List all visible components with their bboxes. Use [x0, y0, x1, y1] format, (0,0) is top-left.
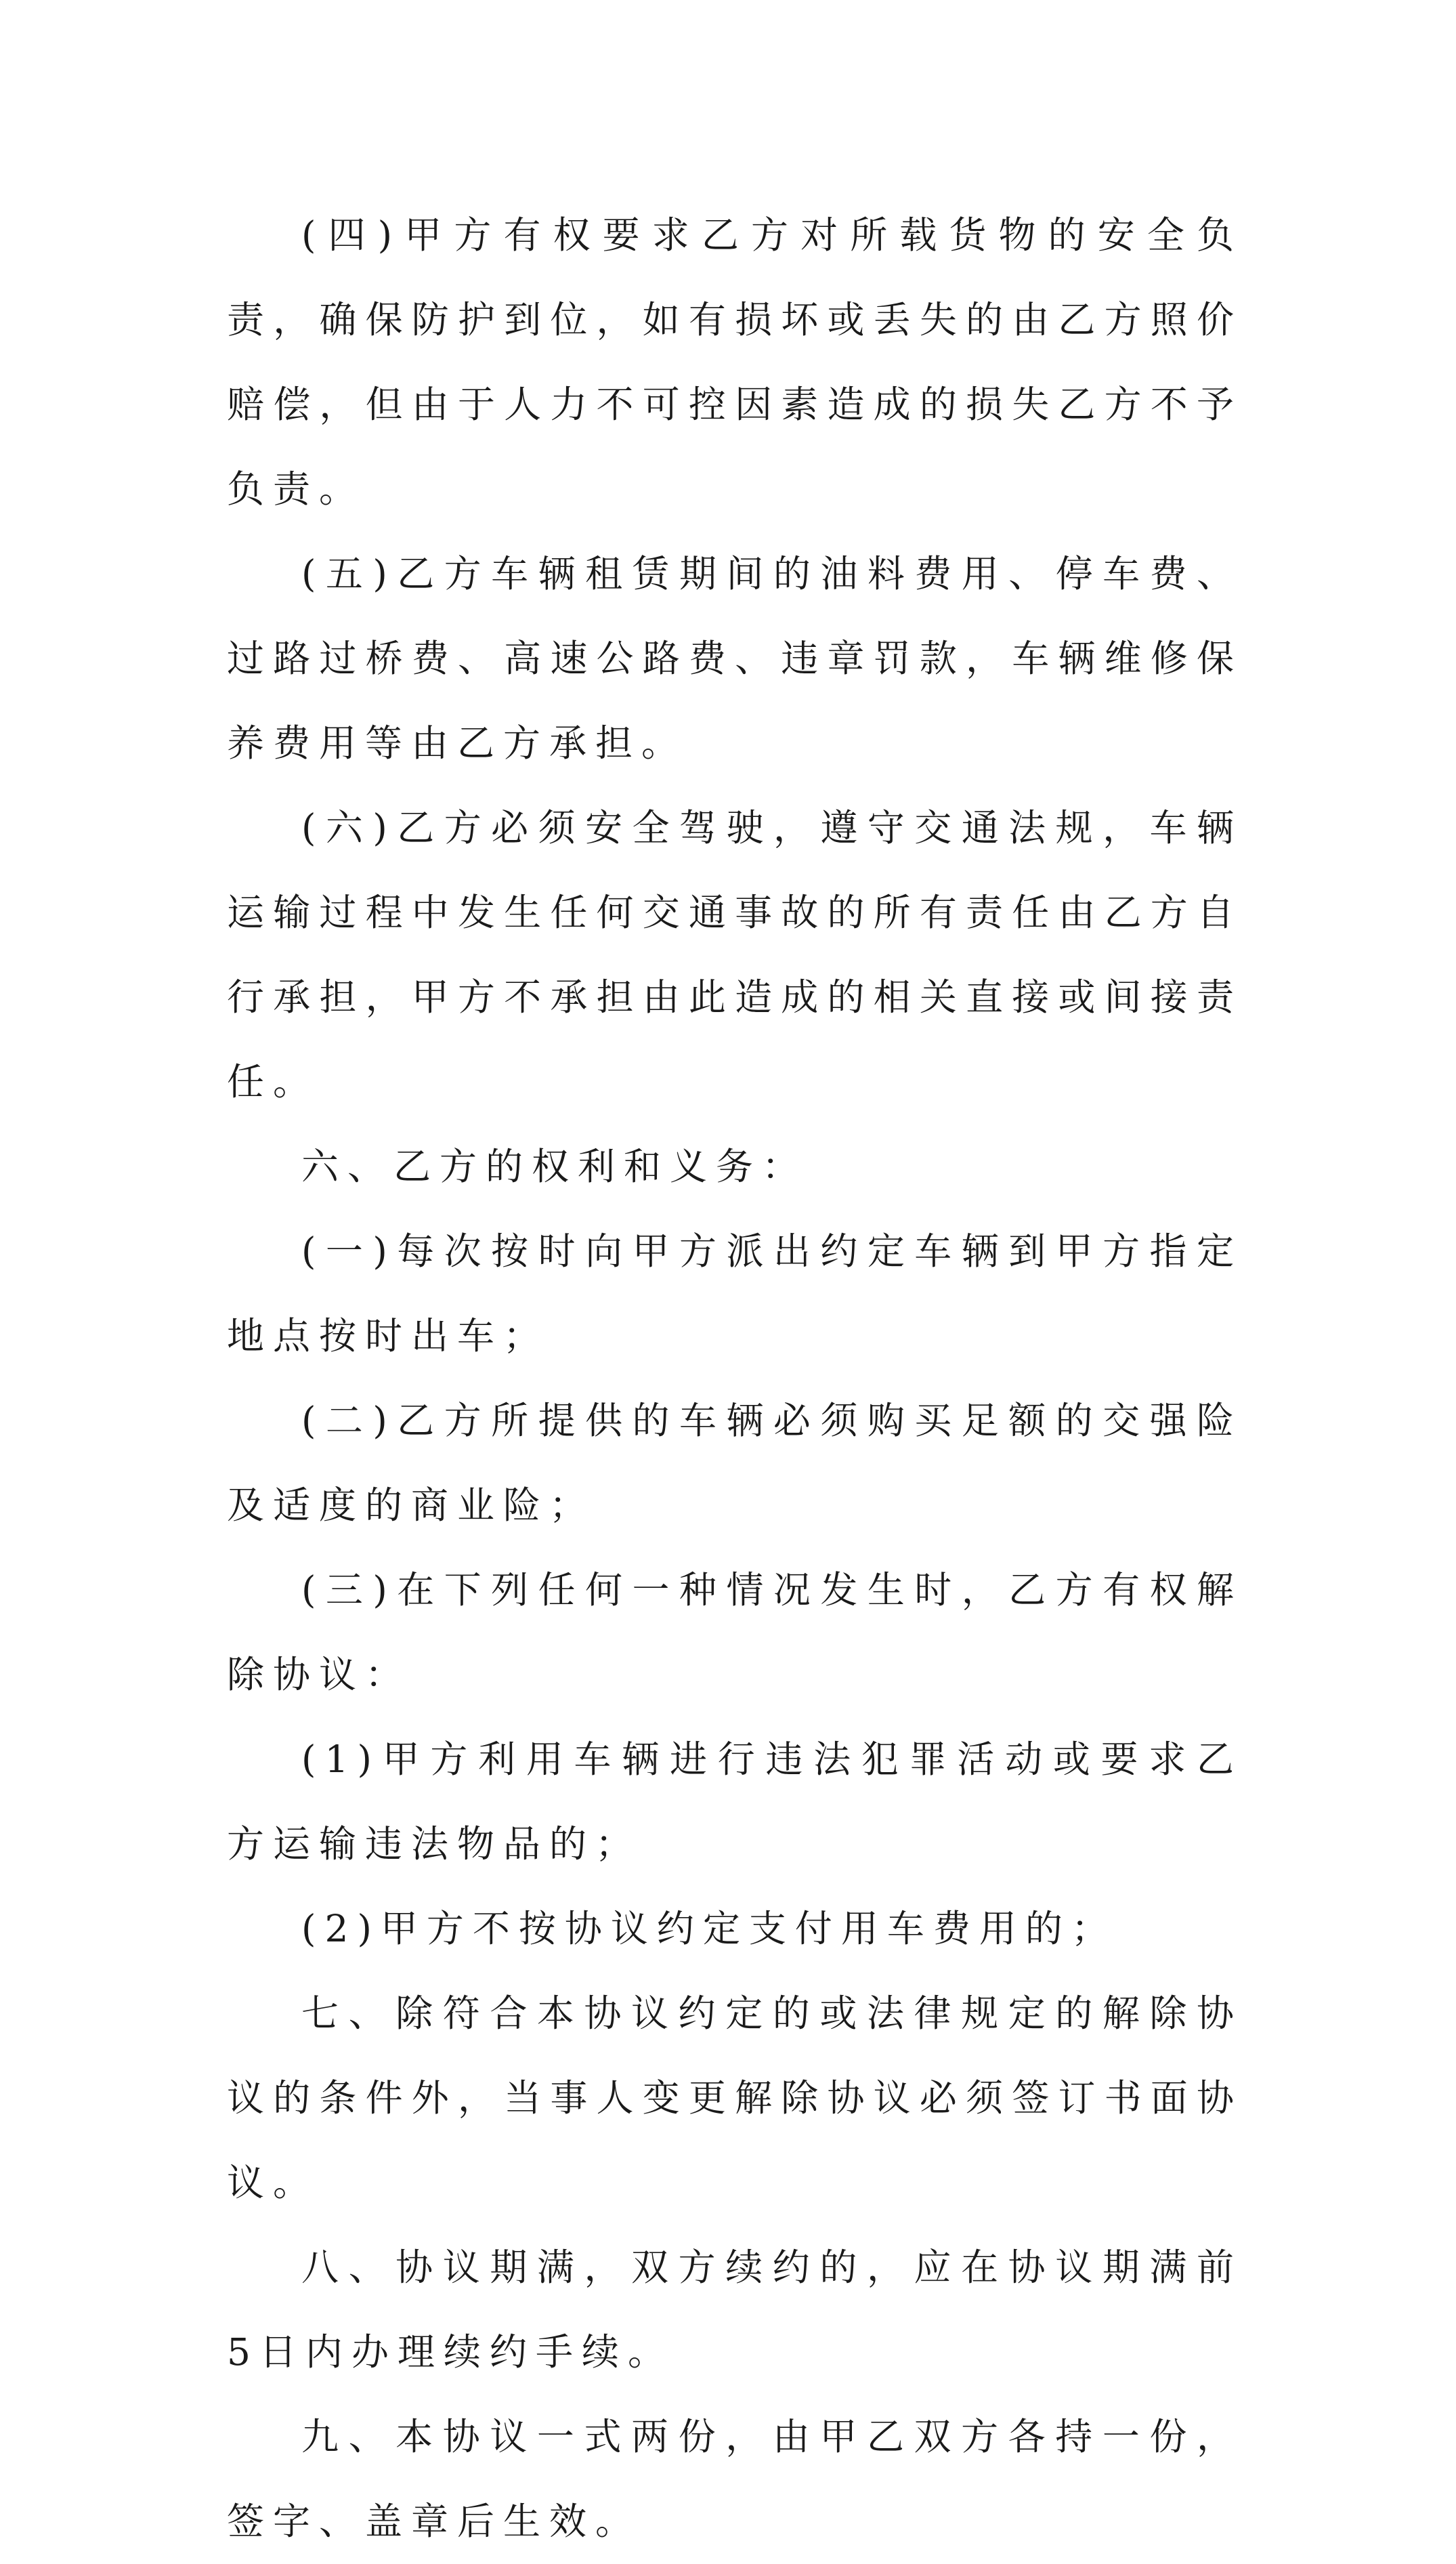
- paragraph-b1-dispatch: (一)每次按时向甲方派出约定车辆到甲方指定地点按时出车；: [227, 1230, 1243, 1358]
- section-6-party-b-rights-heading: 六、乙方的权利和义务：: [301, 1145, 809, 1188]
- paragraph-item-1-illegal-use: (1)甲方利用车辆进行违法犯罪活动或要求乙方运输违法物品的；: [227, 1738, 1243, 1866]
- paragraph-5-vehicle-costs: (五)乙方车辆租赁期间的油料费用、停车费、过路过桥费、高速公路费、违章罚款，车辆维修保养费用等由乙方承担。: [227, 552, 1243, 765]
- document-body: [227, 193, 1243, 2564]
- paragraph-b3-termination: (三)在下列任何一种情况发生时，乙方有权解除协议：: [227, 1568, 1243, 1696]
- paragraph-6-safe-driving: (六)乙方必须安全驾驶，遵守交通法规，车辆运输过程中发生任何交通事故的所有责任由乙方自行承担，甲方不承担由此造成的相关直接或间接责任。: [227, 806, 1243, 1104]
- paragraph-b2-insurance: (二)乙方所提供的车辆必须购买足额的交强险及适度的商业险；: [227, 1399, 1243, 1527]
- section-9-copies: 九、本协议一式两份，由甲乙双方各持一份，签字、盖章后生效。: [227, 2415, 1243, 2543]
- paragraph-item-2-nonpayment: (2)甲方不按协议约定支付用车费用的；: [301, 1907, 1117, 1950]
- section-8-renewal: 八、协议期满，双方续约的，应在协议期满前5日内办理续约手续。: [227, 2246, 1243, 2374]
- paragraph-4-cargo-safety: (四)甲方有权要求乙方对所载货物的安全负责，确保防护到位，如有损坏或丢失的由乙方照价赔偿，但由于人力不可控因素造成的损失乙方不予负责。: [227, 213, 1243, 511]
- section-7-amendment: 七、除符合本协议约定的或法律规定的解除协议的条件外，当事人变更解除协议必须签订书面协议。: [227, 1992, 1243, 2204]
